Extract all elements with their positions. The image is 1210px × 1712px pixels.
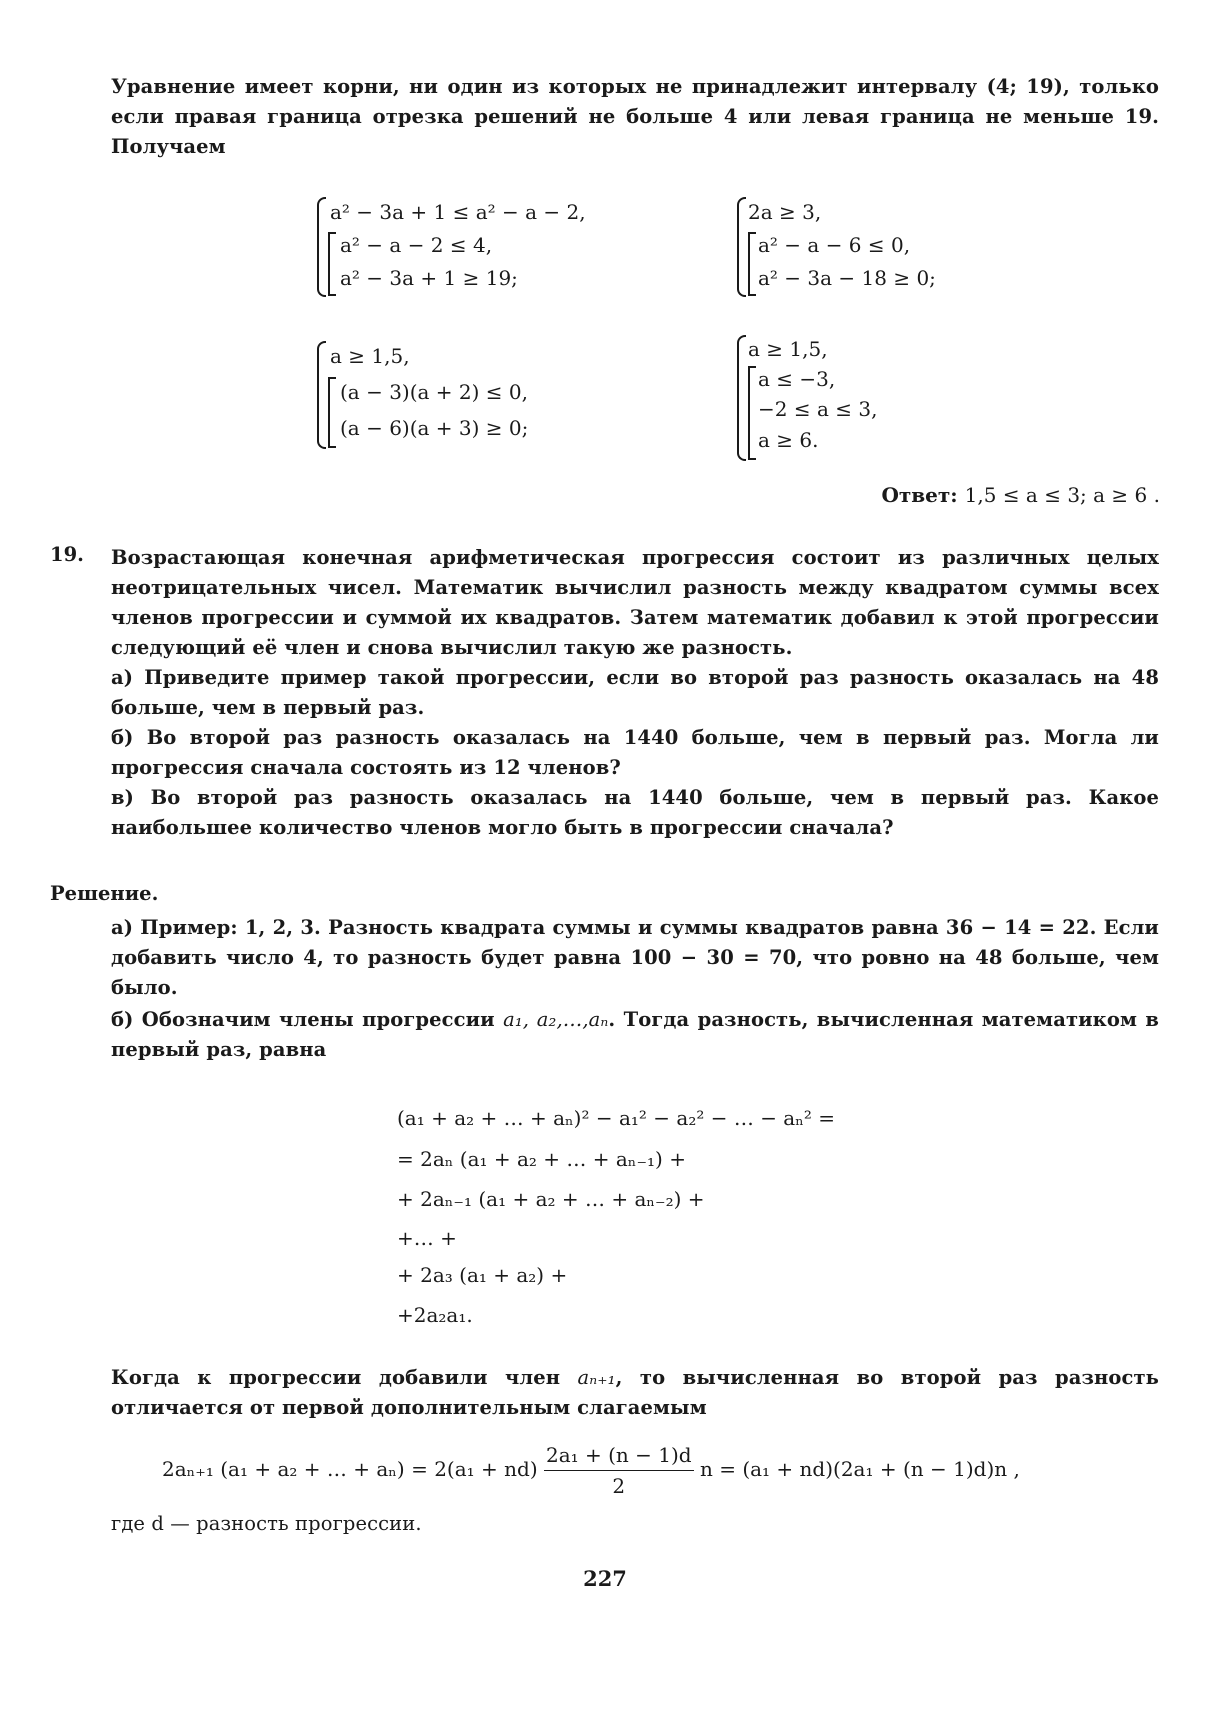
system-1-brace [317, 197, 326, 297]
expansion-line-1: (a₁ + a₂ + … + aₙ)² − a₁² − a₂² − … − aₙ² = [397, 1106, 836, 1130]
problem-part-b: б) Во второй раз разность оказалась на 1440 больше, чем в первый раз. Могла ли прогрессия сначала состоять из 12 членов? [111, 726, 1159, 779]
system-4-line-2: a ≤ −3, [758, 367, 836, 391]
expansion-line-3: + 2aₙ₋₁ (a₁ + a₂ + … + aₙ₋₂) + [397, 1187, 705, 1211]
system-2-bracket [748, 232, 756, 296]
system-1-bracket [328, 232, 336, 296]
system-1-line-2: a² − a − 2 ≤ 4, [340, 233, 493, 257]
system-2-line-1: 2a ≥ 3, [748, 200, 822, 224]
system-3-brace [317, 341, 326, 449]
expansion-line-4: +… + [397, 1226, 457, 1250]
system-3-line-2: (a − 3)(a + 2) ≤ 0, [340, 380, 529, 404]
added-term-end: , то вычисленная во второй раз разность отличается от первой дополнительным слагаемым [111, 1366, 1159, 1419]
solution-part-b [111, 1005, 1159, 1065]
problem-statement: Возрастающая конечная арифметическая прогрессия состоит из различных целых неотрицательных чисел. Математик вычислил разность между квадратом суммы всех членов прогрессии и суммой их квадратов. Затем математик добавил к этой прогрессии следующий её член и снова вычислил такую же разность. [111, 546, 1159, 659]
system-2-line-3: a² − 3a − 18 ≥ 0; [758, 266, 936, 290]
solution-heading: Решение. [50, 882, 159, 905]
problem-number: 19. [50, 543, 84, 566]
solution-part-b-end: . Тогда разность, вычисленная математиком в первый раз, равна [111, 1008, 1160, 1061]
system-3-line-1: a ≥ 1,5, [330, 344, 410, 368]
answer-line [881, 483, 1160, 507]
added-term-start: Когда к прогрессии добавили член [111, 1366, 561, 1389]
answer-value: 1,5 ≤ a ≤ 3; a ≥ 6 . [964, 483, 1160, 507]
progression-terms: a₁, a₂,…,aₙ [503, 1008, 609, 1031]
problem-part-a: а) Приведите пример такой прогрессии, если во второй раз разность оказалась на 48 больше, чем в первый раз. [111, 666, 1159, 719]
system-3-line-3: (a − 6)(a + 3) ≥ 0; [340, 416, 529, 440]
added-term: aₙ₊₁ [577, 1366, 616, 1389]
difference-formula [162, 1440, 1020, 1501]
system-4-line-1: a ≥ 1,5, [748, 337, 828, 361]
formula-left: 2aₙ₊₁ (a₁ + a₂ + … + aₙ) = 2(a₁ + nd) [162, 1457, 538, 1481]
added-term-paragraph [111, 1363, 1159, 1423]
system-1-line-3: a² − 3a + 1 ≥ 19; [340, 266, 518, 290]
page-number: 227 [583, 1566, 627, 1591]
system-3-bracket [328, 377, 336, 448]
formula-numerator: 2a₁ + (n − 1)d [544, 1440, 694, 1471]
expansion-line-6: +2a₂a₁. [397, 1303, 473, 1327]
solution-part-a: а) Пример: 1, 2, 3. Разность квадрата суммы и суммы квадратов равна 36 − 14 = 22. Если добавить число 4, то разность будет равна 100 − 30 = 70, что ровно на 48 больше, чем было. [111, 916, 1159, 999]
system-4-line-3: −2 ≤ a ≤ 3, [758, 397, 878, 421]
system-1-line-1: a² − 3a + 1 ≤ a² − a − 2, [330, 200, 586, 224]
solution-part-b-start: б) Обозначим члены прогрессии [111, 1008, 495, 1031]
formula-right: n = (a₁ + nd)(2a₁ + (n − 1)d)n , [699, 1457, 1020, 1481]
system-4-bracket [748, 366, 756, 460]
answer-label: Ответ: [881, 483, 958, 507]
intro-paragraph: Уравнение имеет корни, ни один из которых не принадлежит интервалу (4; 19), только если правая граница отрезка решений не больше 4 или левая граница не меньше 19. Получаем [111, 75, 1159, 158]
system-2-brace [737, 197, 746, 297]
formula-denominator: 2 [612, 1474, 626, 1498]
system-4-brace [737, 335, 746, 461]
system-4-line-4: a ≥ 6. [758, 428, 819, 452]
expansion-line-5: + 2a₃ (a₁ + a₂) + [397, 1263, 568, 1287]
formula-fraction [544, 1440, 694, 1501]
problem-part-c: в) Во второй раз разность оказалась на 1440 больше, чем в первый раз. Какое наибольшее количество членов могло быть в прогрессии сначала? [111, 786, 1159, 839]
expansion-line-2: = 2aₙ (a₁ + a₂ + … + aₙ₋₁) + [397, 1147, 686, 1171]
system-2-line-2: a² − a − 6 ≤ 0, [758, 233, 911, 257]
where-line: где d — разность прогрессии. [111, 1512, 422, 1535]
